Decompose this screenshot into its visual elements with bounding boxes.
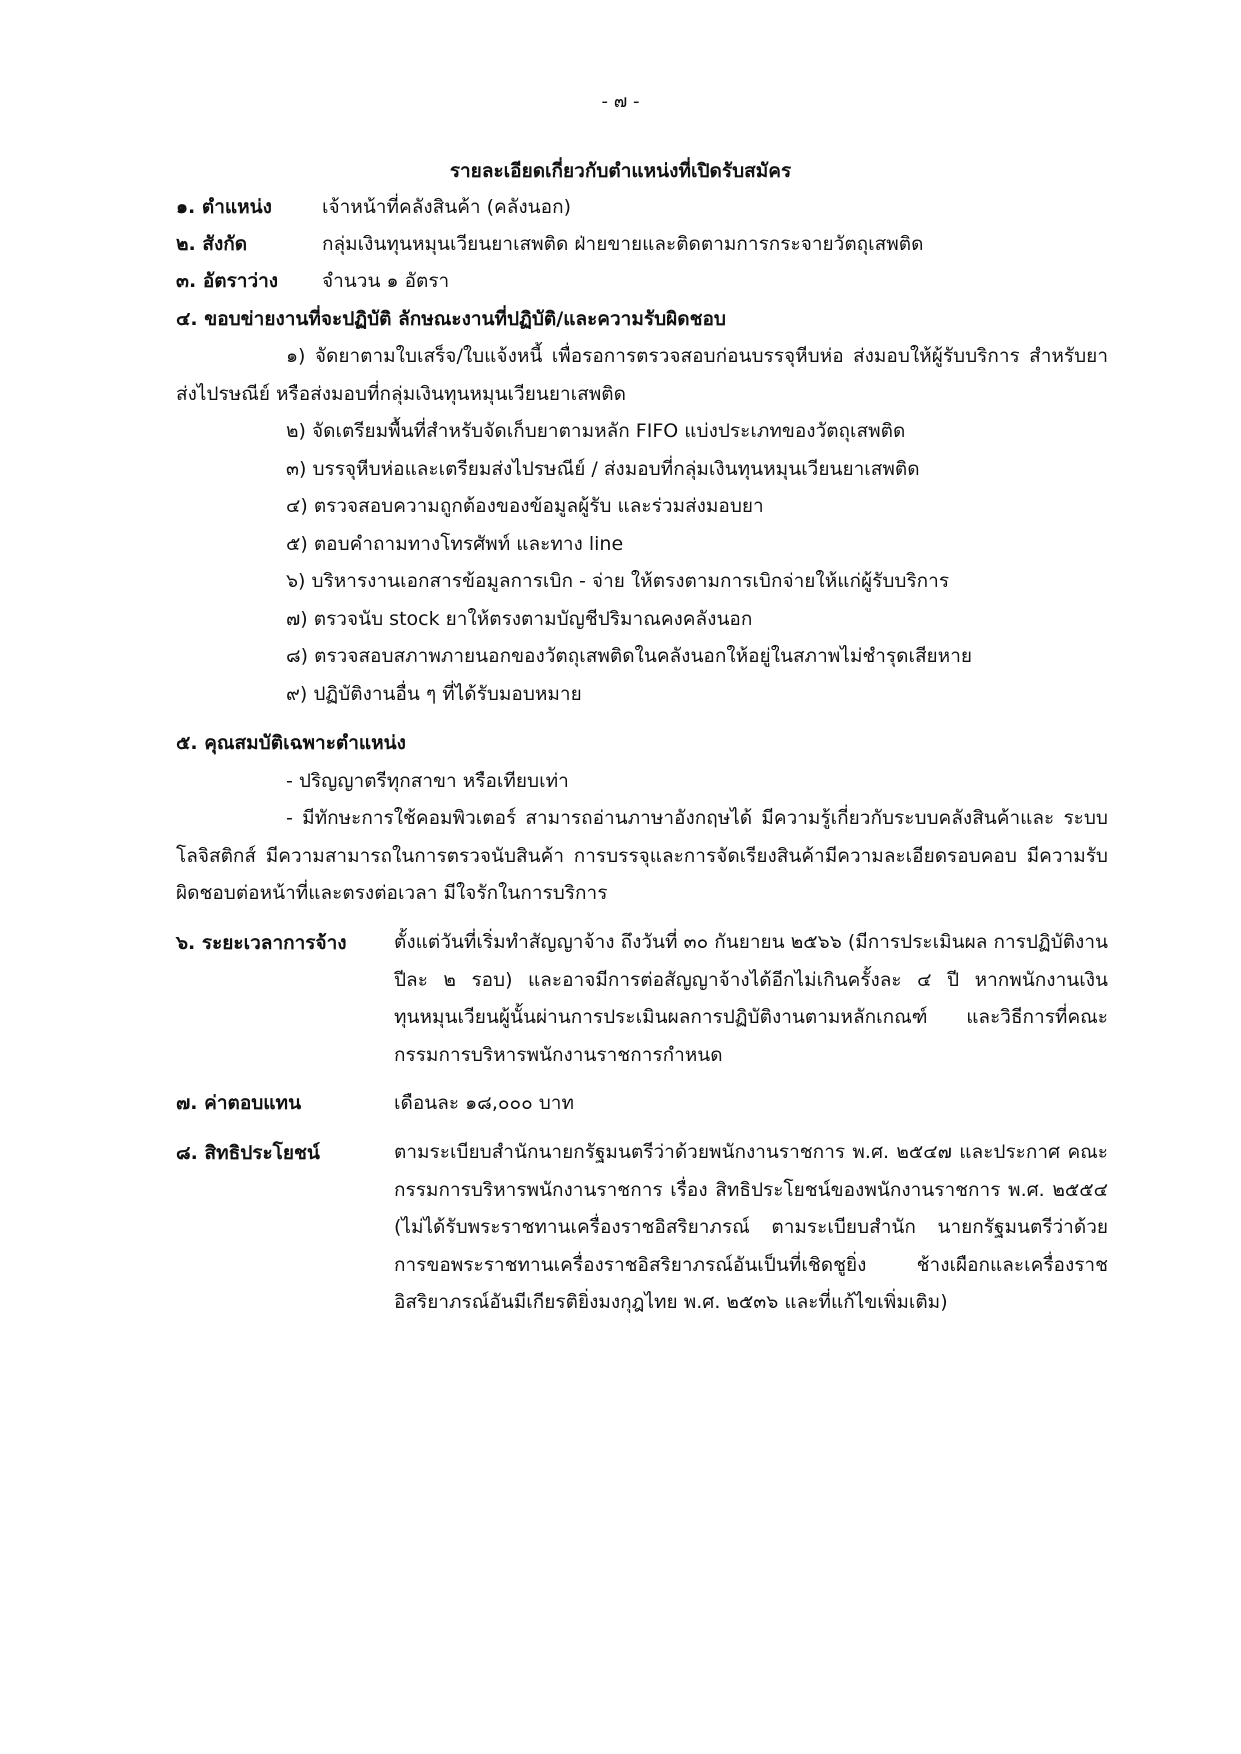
section8-label: ๘. สิทธิประโยชน์ [176, 1142, 320, 1164]
section5-heading: ๕. คุณสมบัติเฉพาะตำแหน่ง [176, 732, 406, 754]
section4-item-5: ๕) ตอบคำถามทางโทรศัพท์ และทาง line [286, 533, 624, 555]
section4-item-6: ๖) บริหารงานเอกสารข้อมูลการเบิก - จ่าย ให้ตรงตามการเบิกจ่ายให้แก่ผู้รับบริการ [286, 570, 950, 592]
section5-item-1: - ปริญญาตรีทุกสาขา หรือเทียบเท่า [286, 770, 569, 792]
field-vacancy-value: จำนวน ๑ อัตรา [322, 270, 450, 292]
section4-item-8: ๘) ตรวจสอบสภาพภายนอกของวัตถุเสพติดในคลังนอกให้อยู่ในสภาพไม่ชำรุดเสียหาย [286, 645, 973, 667]
section4-item-9: ๙) ปฏิบัติงานอื่น ๆ ที่ได้รับมอบหมาย [286, 683, 582, 705]
section6-label: ๖. ระยะเวลาการจ้าง [176, 932, 347, 954]
section6-text: ตั้งแต่วันที่เริ่มทำสัญญาจ้าง ถึงวันที่ ๓๐ กันยายน ๒๕๖๖ (มีการประเมินผล การปฏิบัติงานปีละ ๒ รอบ) และอาจมีการต่อสัญญาจ้างได้อีกไม่เกินครั้งละ ๔ ปี หากพนักงานเงินทุนหมุนเวียนผู้นั้นผ่านการประเมินผลการปฏิบัติงานตามหลักเกณฑ์ และวิธีการที่คณะกรรมการบริหารพนักงานราชการกำหนด [394, 931, 1108, 1066]
field-vacancy-label: ๓. อัตราว่าง [176, 270, 279, 292]
section4-item-2: ๒) จัดเตรียมพื้นที่สำหรับจัดเก็บยาตามหลัก FIFO แบ่งประเภทของวัตถุเสพติด [286, 420, 906, 442]
section4-item-3: ๓) บรรจุหีบห่อและเตรียมส่งไปรษณีย์ / ส่งมอบที่กลุ่มเงินทุนหมุนเวียนยาเสพติด [286, 458, 920, 480]
field-position-label: ๑. ตำแหน่ง [176, 196, 272, 218]
field-position-value: เจ้าหน้าที่คลังสินค้า (คลังนอก) [322, 196, 571, 218]
section4-item-4: ๔) ตรวจสอบความถูกต้องของข้อมูลผู้รับ และร่วมส่งมอบยา [286, 495, 764, 517]
section4-item-7: ๗) ตรวจนับ stock ยาให้ตรงตามบัญชีปริมาณคงคลังนอก [286, 608, 753, 630]
section5-item-2: - มีทักษะการใช้คอมพิวเตอร์ สามารถอ่านภาษาอังกฤษได้ มีความรู้เกี่ยวกับระบบคลังสินค้าและ ระบบโลจิสติกส์ มีความสามารถในการตรวจนับสินค้า การบรรจุและการจัดเรียงสินค้ามีความละเอียดรอบคอบ มีความรับผิดชอบต่อหน้าที่และตรงต่อเวลา มีใจรักในการบริการ [176, 807, 1108, 905]
section7-text: เดือนละ ๑๘,๐๐๐ บาท [394, 1092, 574, 1114]
field-affiliation-value: กลุ่มเงินทุนหมุนเวียนยาเสพติด ฝ่ายขายและติดตามการกระจายวัตถุเสพติด [322, 233, 924, 255]
section4-item-1: ๑) จัดยาตามใบเสร็จ/ใบแจ้งหนี้ เพื่อรอการตรวจสอบก่อนบรรจุหีบห่อ ส่งมอบให้ผู้รับบริการ สำหรับยาส่งไปรษณีย์ หรือส่งมอบที่กลุ่มเงินทุนหมุนเวียนยาเสพติด [176, 345, 1108, 405]
section7-label: ๗. ค่าตอบแทน [176, 1092, 302, 1114]
page-number: - ๗ - [601, 91, 640, 112]
section8-text: ตามระเบียบสำนักนายกรัฐมนตรีว่าด้วยพนักงานราชการ พ.ศ. ๒๕๔๗ และประกาศ คณะกรรมการบริหารพนักงานราชการ เรื่อง สิทธิประโยชน์ของพนักงานราชการ พ.ศ. ๒๕๕๔ (ไม่ได้รับพระราชทานเครื่องราชอิสริยาภรณ์ ตามระเบียบสำนัก นายกรัฐมนตรีว่าด้วยการขอพระราชทานเครื่องราชอิสริยาภรณ์อันเป็นที่เชิดชูยิ่ง ช้างเผือกและเครื่องราชอิสริยาภรณ์อันมีเกียรติยิ่งมงกุฎไทย พ.ศ. ๒๕๓๖ และที่แก้ไขเพิ่มเติม) [394, 1141, 1108, 1314]
field-affiliation-label: ๒. สังกัด [176, 233, 248, 255]
section4-heading: ๔. ขอบข่ายงานที่จะปฏิบัติ ลักษณะงานที่ปฏิบัติ/และความรับผิดชอบ [176, 308, 726, 330]
document-title: รายละเอียดเกี่ยวกับตำแหน่งที่เปิดรับสมัคร [449, 160, 792, 182]
